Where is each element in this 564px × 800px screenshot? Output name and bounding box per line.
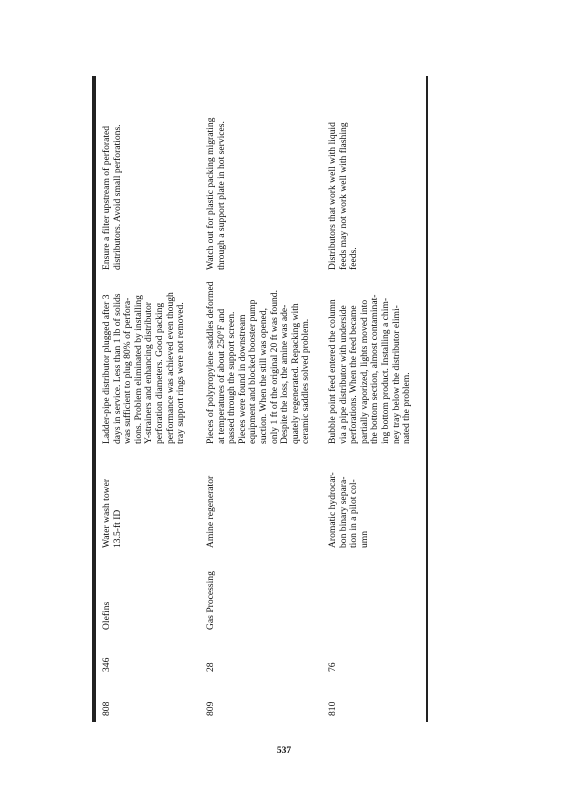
- case-id: 808: [101, 701, 112, 716]
- problem-description: Pieces of polypropylene saddles deformed at temperatures of about 250°F and passed through the support screen. Pieces were found in downstream equipment and blocked booster pump suction. When the still was opened, only 1 ft of the original 20 ft was found. Despite the loss, the amine was ade- quately regenerated. Repacking with ceramic saddles solved problem.: [205, 281, 312, 444]
- reference-number: 28: [205, 662, 216, 672]
- problem-description: Ladder-pipe distributor plugged after 3 days in service. Less than 1 lb of solids was sufficient to plug 80% of perfora- tions. Problem eliminated by installing Y-strainers and enhancing distributor perforation diameters. Good packing performance was achieved even though tray support rings were not removed.: [101, 292, 187, 444]
- service: Aromatic hydrocar- bon binary separa- tion in a pilot col- umn: [327, 472, 370, 548]
- service: Water wash tower 13.5-ft ID: [101, 478, 123, 548]
- industry: Gas Processing: [205, 571, 216, 630]
- case-id: 809: [205, 701, 216, 716]
- service: Amine regenerator: [205, 475, 216, 548]
- lesson-learned: Ensure a filter upstream of perforated distributors. Avoid small perforations.: [101, 124, 123, 270]
- case-history-table: [96, 76, 426, 722]
- reference-number: 346: [101, 657, 112, 672]
- case-id: 810: [327, 701, 338, 716]
- industry: Olefins: [101, 601, 112, 630]
- reference-number: 76: [327, 662, 338, 672]
- lesson-learned: Watch out for plastic packing migrating through a support plate in hot services.: [205, 117, 227, 270]
- problem-description: Bubble point feed entered the column via a pipe distributor with underside perforations. When the feed became partially vaporized, lights moved into the bottom section, almost contaminat- ing bottom product. Installing a chim- ney tray below the distributor elimi- nated the problem.: [327, 294, 413, 444]
- table-bottom-rule: [426, 76, 428, 722]
- lesson-learned: Distributors that work well with liquid feeds may not work well with flashing feeds.: [327, 122, 360, 270]
- page-number: 537: [276, 746, 292, 756]
